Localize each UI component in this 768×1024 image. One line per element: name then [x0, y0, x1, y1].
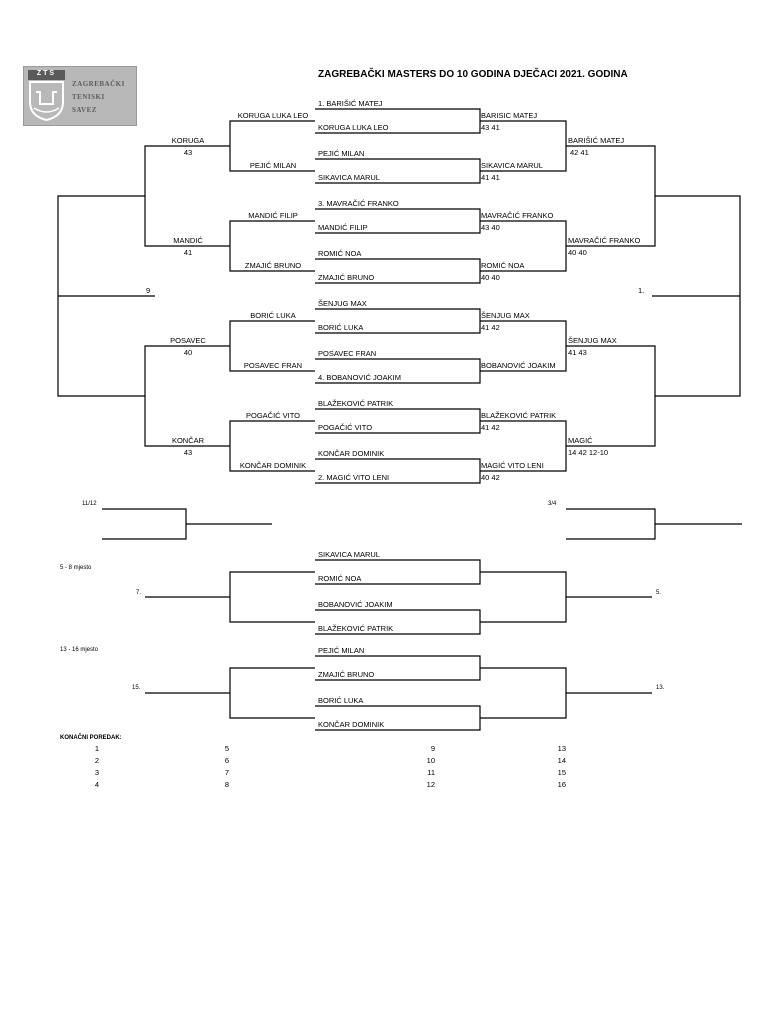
left-r2-score: 41 — [183, 248, 193, 257]
playoff-3-4-label: 3/4 — [548, 501, 557, 507]
place-13-16-player: ZMAJIĆ BRUNO — [318, 670, 375, 679]
draw-slot-15: KONČAR DOMINIK — [318, 449, 385, 458]
right-r2-name: BARIŠIĆ MATEJ — [568, 136, 625, 145]
playoff-11-12-label: 11/12 — [82, 501, 97, 507]
place-7-label: 7. — [136, 590, 142, 596]
left-r1-winner: BORIĆ LUKA — [250, 311, 296, 320]
right-r1-score: 43 41 — [481, 123, 500, 132]
left-r2-name: MANDIĆ — [173, 236, 203, 245]
place-5-8-player: SIKAVICA MARUL — [318, 550, 380, 559]
standing-number: 7 — [224, 768, 229, 777]
left-r2-name: POSAVEC — [170, 336, 206, 345]
left-r2-name: KONČAR — [171, 436, 205, 445]
left-r2-score: 43 — [183, 148, 193, 157]
right-r2-score: 42 41 — [570, 148, 589, 157]
draw-slot-3: PEJIĆ MILAN — [318, 149, 365, 158]
place-15-label: 15. — [132, 685, 141, 691]
right-r1-name: ROMIĆ NOA — [481, 261, 525, 270]
standing-number: 8 — [224, 780, 229, 789]
right-r1-score: 43 40 — [481, 223, 500, 232]
standing-number: 5 — [224, 744, 229, 753]
standing-number: 12 — [426, 780, 435, 789]
draw-slot-2: KORUGA LUKA LEO — [318, 123, 389, 132]
tournament-title: ZAGREBAČKI MASTERS DO 10 GODINA DJEČACI 2021. GODINA — [318, 69, 628, 80]
right-r1-score: 40 40 — [481, 273, 500, 282]
draw-slot-6: MANDIĆ FILIP — [318, 223, 368, 232]
standing-number: 9 — [430, 744, 435, 753]
logo-text-line-2: TENISKI — [72, 93, 105, 101]
draw-slot-9: ŠENJUG MAX — [318, 299, 367, 308]
left-r1-winner: POSAVEC FRAN — [243, 361, 303, 370]
standing-number: 3 — [94, 768, 99, 777]
draw-slot-8: ZMAJIĆ BRUNO — [318, 273, 375, 282]
right-r2-score: 41 43 — [568, 348, 587, 357]
draw-slot-12: 4. BOBANOVIĆ JOAKIM — [318, 373, 401, 382]
right-r1-name: BOBANOVIĆ JOAKIM — [481, 361, 556, 370]
right-r1-name: MAGIĆ VITO LENI — [481, 461, 544, 470]
right-r2-name: MAGIĆ — [568, 436, 593, 445]
right-r1-name: ŠENJUG MAX — [481, 311, 530, 320]
standing-number: 10 — [426, 756, 435, 765]
place-13-16-player: BORIĆ LUKA — [318, 696, 364, 705]
standing-number: 11 — [427, 768, 435, 777]
left-r1-winner: KORUGA LUKA LEO — [237, 111, 309, 120]
right-r1-score: 40 42 — [481, 473, 500, 482]
standing-number: 1 — [94, 744, 99, 753]
standing-number: 14 — [557, 756, 566, 765]
place-13-16-player: PEJIĆ MILAN — [318, 646, 365, 655]
left-r1-winner: MANDIĆ FILIP — [248, 211, 298, 220]
logo-text-line-3: SAVEZ — [72, 106, 97, 114]
place-13-16-label: 13 - 16 mjesto — [60, 647, 99, 653]
place-13-label: 13. — [656, 685, 665, 691]
right-r1-name: BARISIC MATEJ — [481, 111, 538, 120]
standing-number: 2 — [94, 756, 99, 765]
left-r1-winner: POGAČIĆ VITO — [245, 411, 301, 420]
right-r2-score: 40 40 — [568, 248, 587, 257]
standing-number: 13 — [557, 744, 566, 753]
right-r2-name: ŠENJUG MAX — [568, 336, 617, 345]
left-r1-winner: KONČAR DOMINIK — [239, 461, 307, 470]
draw-slot-1: 1. BARIŠIĆ MATEJ — [318, 99, 383, 108]
right-r2-name: MAVRAČIĆ FRANKO — [568, 236, 641, 245]
logo-abbreviation: ZTS — [36, 70, 57, 77]
left-r2-score: 43 — [183, 448, 193, 457]
draw-slot-11: POSAVEC FRAN — [318, 349, 377, 358]
draw-slot-14: POGAČIĆ VITO — [318, 423, 373, 432]
place-5-label: 5. — [656, 590, 662, 596]
place-5-8-player: ROMIĆ NOA — [318, 574, 362, 583]
draw-slot-4: SIKAVICA MARUL — [318, 173, 380, 182]
right-r1-name: BLAŽEKOVIĆ PATRIK — [481, 411, 557, 420]
draw-slot-10: BORIĆ LUKA — [318, 323, 364, 332]
place-13-16-player: KONČAR DOMINIK — [318, 720, 385, 729]
draw-slot-16: 2. MAGIĆ VITO LENI — [318, 473, 390, 482]
final-standings-label: KONAČNI POREDAK: — [60, 735, 122, 741]
place-5-8-player: BOBANOVIĆ JOAKIM — [318, 600, 393, 609]
right-r1-name: SIKAVICA MARUL — [481, 161, 543, 170]
right-r2-score: 14 42 12-10 — [568, 448, 609, 457]
left-r1-winner: PEJIĆ MILAN — [249, 161, 297, 170]
right-r1-score: 41 42 — [481, 423, 500, 432]
right-final-label: 1. — [638, 286, 645, 295]
right-r1-name: MAVRAČIĆ FRANKO — [481, 211, 554, 220]
right-r1-score: 41 41 — [481, 173, 500, 182]
standing-number: 15 — [557, 768, 566, 777]
draw-slot-5: 3. MAVRAČIĆ FRANKO — [318, 199, 399, 208]
place-5-8-player: BLAŽEKOVIĆ PATRIK — [318, 624, 394, 633]
left-final-label: 9 — [146, 286, 151, 295]
logo-text-line-1: ZAGREBAČKI — [72, 80, 125, 88]
left-r2-name: KORUGA — [171, 136, 205, 145]
right-r1-score: 41 42 — [481, 323, 500, 332]
draw-slot-7: ROMIĆ NOA — [318, 249, 362, 258]
left-r2-score: 40 — [183, 348, 193, 357]
standing-number: 16 — [557, 780, 566, 789]
place-5-8-label: 5 - 8 mjesto — [60, 565, 92, 571]
standing-number: 4 — [94, 780, 99, 789]
draw-slot-13: BLAŽEKOVIĆ PATRIK — [318, 399, 394, 408]
standing-number: 6 — [224, 756, 229, 765]
left-r1-winner: ZMAJIĆ BRUNO — [244, 261, 302, 270]
